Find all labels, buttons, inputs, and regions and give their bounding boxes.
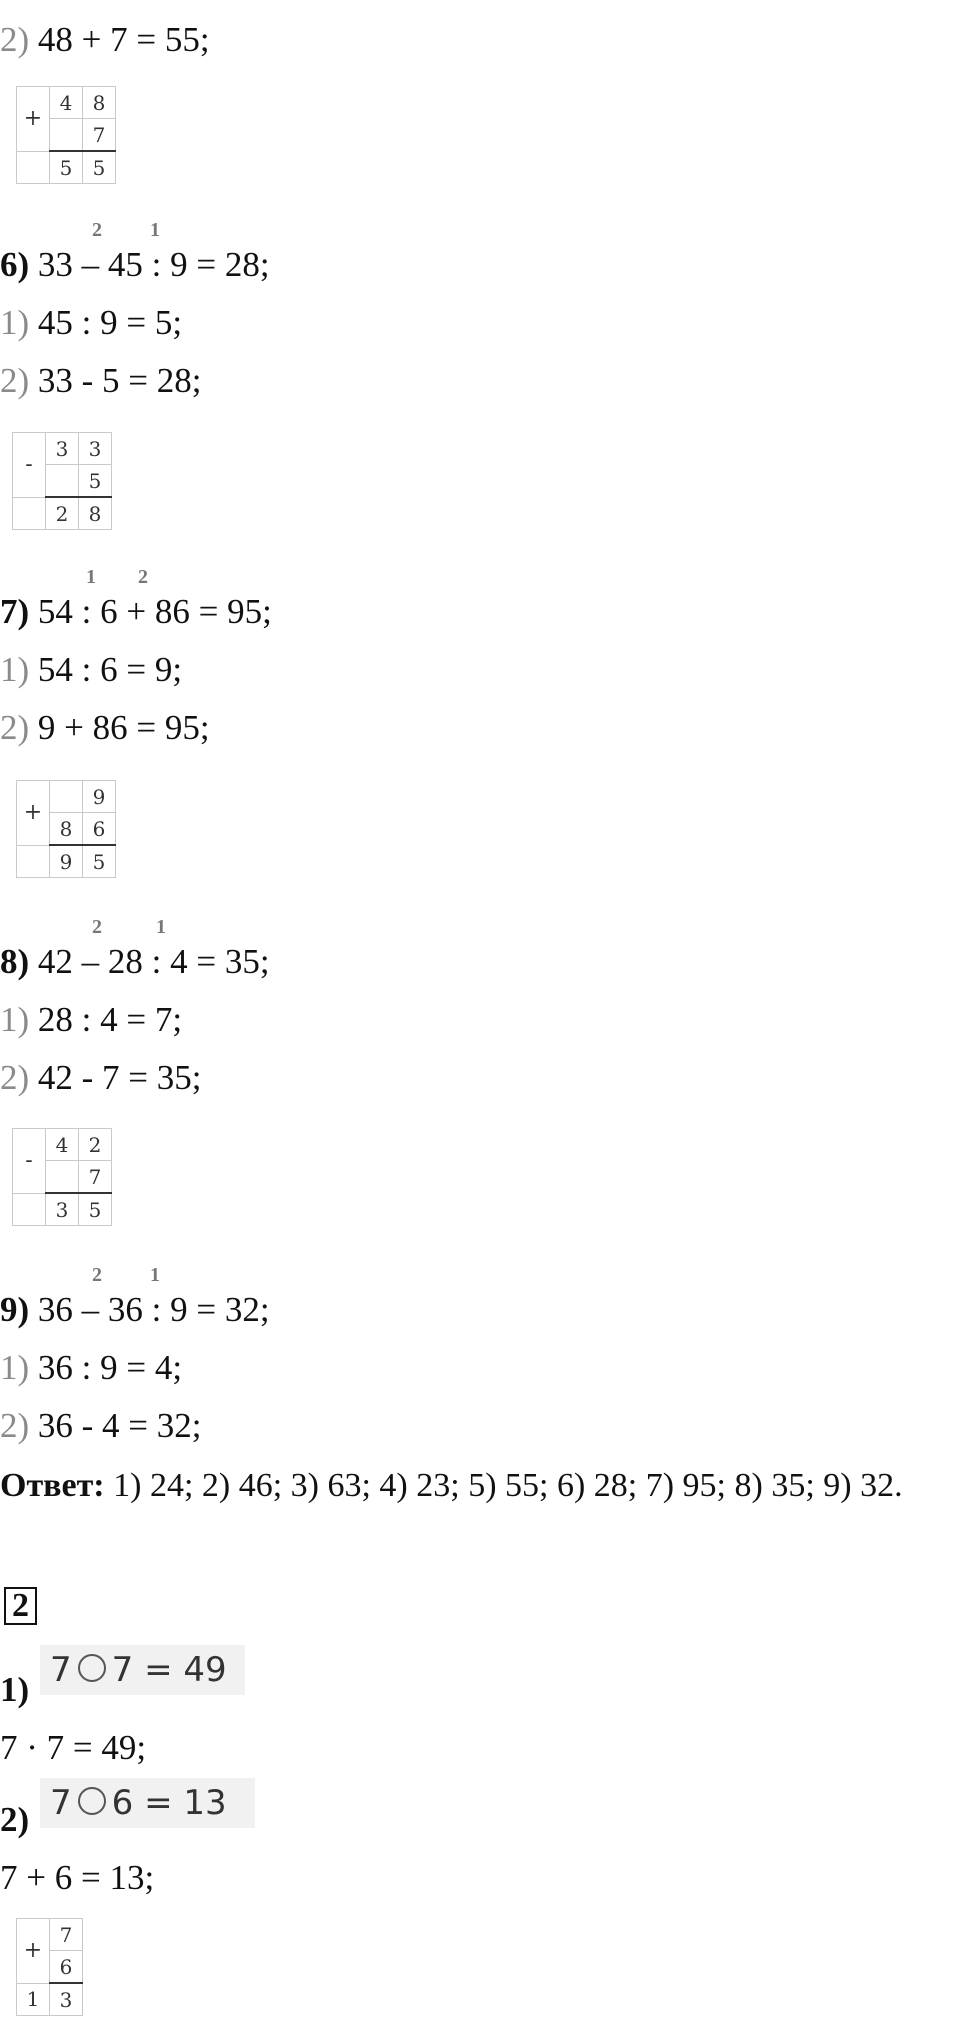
expression-image: 7 7 = 49 [40, 1645, 245, 1695]
order-marker: 2 [138, 566, 148, 588]
expression-image: 7 6 = 13 [40, 1778, 255, 1828]
order-marker: 1 [156, 916, 166, 938]
step-line: 1) 45 : 9 = 5; [0, 303, 183, 342]
solution-line: 7 + 6 = 13; [0, 1858, 155, 1897]
question-label: 1) [0, 1670, 30, 1709]
order-marker: 1 [150, 219, 160, 241]
step-line: 1) 54 : 6 = 9; [0, 650, 183, 689]
problem-9-expression: 9) 36 – 36 : 9 = 32; [0, 1290, 270, 1329]
order-marker: 2 [92, 1264, 102, 1286]
order-marker: 1 [86, 566, 96, 588]
problem-6-expression: 6) 33 – 45 : 9 = 28; [0, 245, 270, 284]
circle-icon [78, 1787, 106, 1815]
step-line: 2) 48 + 7 = 55; [0, 20, 210, 59]
order-marker: 2 [92, 916, 102, 938]
column-calculation: - 3 3 5 2 8 [12, 432, 112, 530]
column-calculation: + 4 8 7 5 5 [16, 86, 116, 184]
problem-8-expression: 8) 42 – 28 : 4 = 35; [0, 942, 270, 981]
column-calculation: - 4 2 7 3 5 [12, 1128, 112, 1226]
order-marker: 1 [150, 1264, 160, 1286]
circle-icon [78, 1654, 106, 1682]
problem-7-expression: 7) 54 : 6 + 86 = 95; [0, 592, 272, 631]
column-calculation: + 9 8 6 9 5 [16, 780, 116, 878]
step-line: 2) 33 - 5 = 28; [0, 361, 202, 400]
task-number: 2 [4, 1585, 37, 1625]
answer-line: Ответ: 1) 24; 2) 46; 3) 63; 4) 23; 5) 55; 6) 28; 7) 95; 8) 35; 9) 32. [0, 1467, 903, 1504]
step-line: 1) 28 : 4 = 7; [0, 1000, 183, 1039]
question-label: 2) [0, 1800, 30, 1839]
solution-line: 7 · 7 = 49; [0, 1728, 147, 1767]
column-calculation: + 7 6 1 3 [16, 1918, 83, 2016]
step-line: 2) 36 - 4 = 32; [0, 1406, 202, 1445]
step-line: 2) 42 - 7 = 35; [0, 1058, 202, 1097]
order-marker: 2 [92, 219, 102, 241]
step-line: 2) 9 + 86 = 95; [0, 708, 210, 747]
step-line: 1) 36 : 9 = 4; [0, 1348, 183, 1387]
